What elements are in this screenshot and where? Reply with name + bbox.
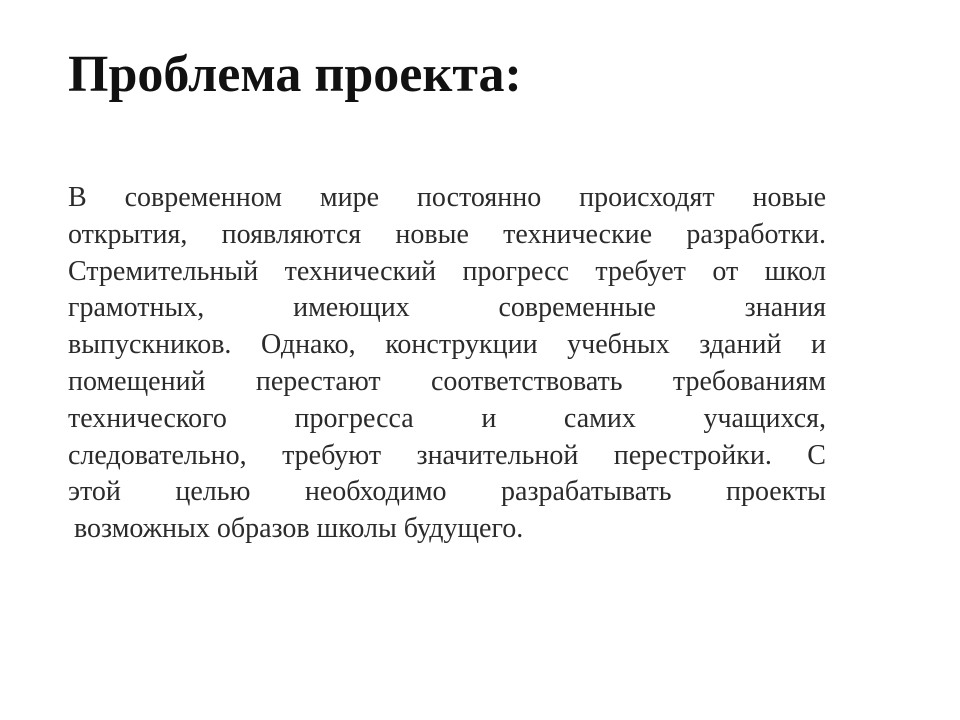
body-line: выпускников. Однако, конструкции учебных зданий и: [68, 329, 826, 361]
body-paragraph: [68, 180, 826, 548]
body-line: этой целью необходимо разрабатывать проекты: [68, 476, 826, 508]
body-line: В современном мире постоянно происходят новые: [68, 182, 826, 213]
body-line: грамотных, имеющих современные знания: [68, 292, 826, 324]
slide-title: Проблема проекта:: [68, 46, 522, 103]
body-line: открытия, появляются новые технические разработки.: [68, 218, 826, 250]
body-line: следовательно, требуют значительной перестройки. С: [68, 439, 826, 471]
body-line: помещений перестают соответствовать требованиям: [68, 365, 826, 397]
body-line: Стремительный технический прогресс требует от школ: [68, 255, 826, 287]
body-line: возможных образов школы будущего.: [74, 513, 524, 545]
body-line: технического прогресса и самих учащихся,: [68, 402, 826, 434]
